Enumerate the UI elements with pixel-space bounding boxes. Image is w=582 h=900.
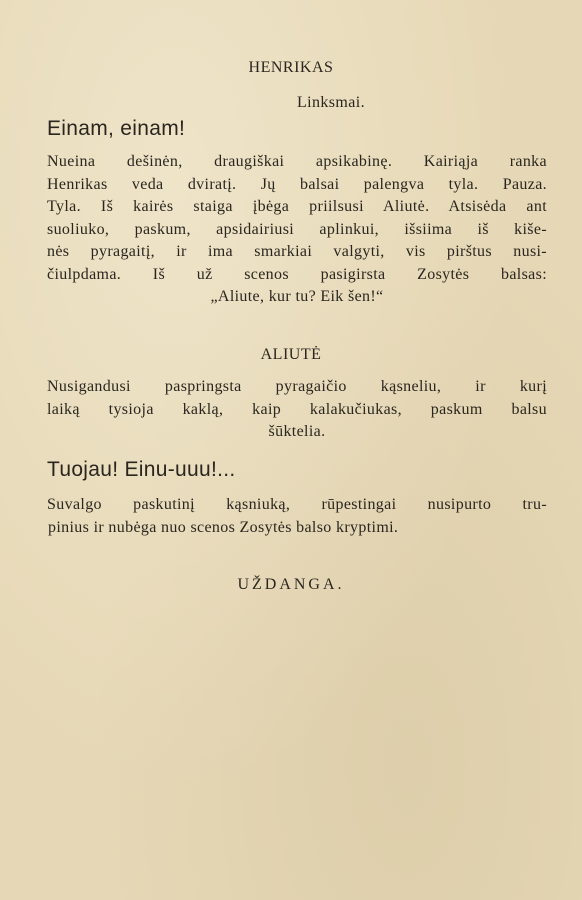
stage-direction-1	[47, 151, 547, 309]
stage-line: Nueina dešinėn, draugiškai apsikabinę. Kairiąja ranka	[47, 153, 547, 170]
stage-line: Henrikas veda dviratį. Jų balsai palengva tyla. Pauza.	[47, 175, 547, 193]
stage-line: nės pyragaitį, ir ima smarkiai valgyti, vis pirštus nusi-	[47, 243, 547, 260]
stage-line: Nusigandusi paspringsta pyragaičio kąsneliu, ir kurį	[47, 378, 547, 395]
dialogue-tuojau: Tuojau! Einu-uuu!...	[47, 458, 236, 481]
speaker-henrikas: HENRIKAS	[248, 59, 334, 76]
stage-line: Suvalgo paskutinį kąsniuką, rūpestingai nusipurto tru-	[47, 496, 547, 513]
dialogue-einam: Einam, einam!	[47, 117, 186, 140]
stage-line: suoliuko, paskum, apsidairiusi aplinkui, išsiima iš kiše-	[47, 220, 547, 238]
stage-direction-2	[47, 376, 547, 444]
stage-line: „Aliute, kur tu? Eik šen!“	[210, 288, 384, 305]
stage-line: Tyla. Iš kairės staiga įbėga priilsusi Aliutė. Atsisėda ant	[47, 198, 547, 215]
stage-direction-linksmai: Linksmai.	[296, 94, 366, 111]
stage-line: čiulpdama. Iš už scenos pasigirsta Zosytės balsas:	[47, 265, 547, 283]
speaker-aliute: ALIUTĖ	[260, 346, 322, 363]
curtain-title: UŽDANGA.	[237, 576, 345, 593]
stage-line: pinius ir nubėga nuo scenos Zosytės balso kryptimi.	[48, 518, 399, 536]
stage-line: šūktelia.	[268, 423, 326, 440]
stage-line: laiką tysioja kaklą, kaip kalakučiukas, paskum balsu	[47, 400, 547, 418]
stage-direction-3	[47, 494, 547, 539]
